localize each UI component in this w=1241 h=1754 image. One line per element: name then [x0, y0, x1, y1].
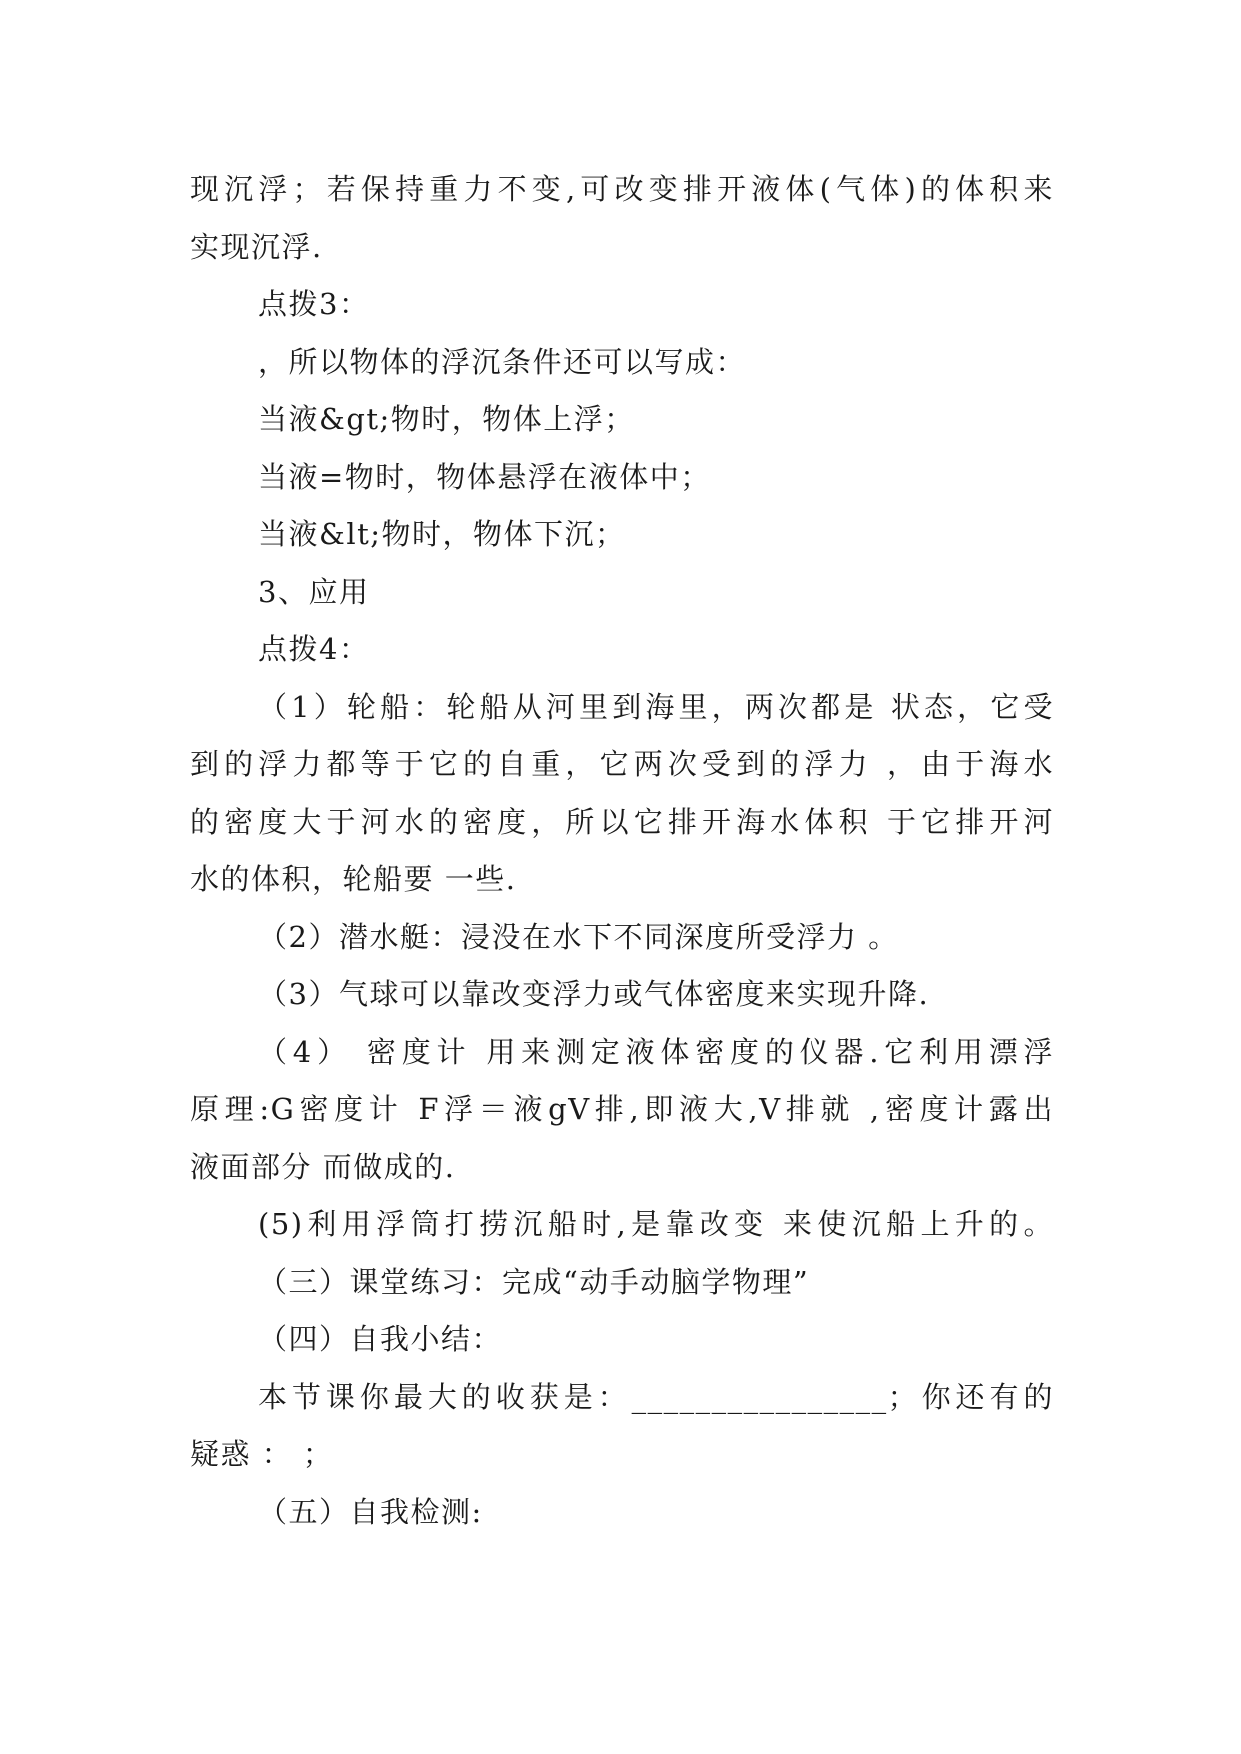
text-line: （五）自我检测:: [258, 1494, 483, 1529]
body-text: [190, 161, 1054, 1541]
text-line: （1）轮船：轮船从河里到海里，两次都是 状态，它受: [258, 689, 1054, 724]
text-line: 原理:G密度计 F浮＝液gV排,即液大,V排就 ,密度计露出: [190, 1092, 1054, 1126]
text-line: 水的体积，轮船要 一些.: [190, 862, 517, 896]
text-line: （四）自我小结：: [258, 1322, 503, 1356]
text-line: （4） 密度计 用来测定液体密度的仪器.它利用漂浮: [258, 1034, 1054, 1069]
text-line: 当液=物时，物体悬浮在液体中；: [258, 459, 711, 494]
text-line: 液面部分 而做成的.: [190, 1149, 456, 1184]
text-line: ，所以物体的浮沉条件还可以写成：: [258, 344, 747, 379]
text-line: (5)利用浮筒打捞沉船时,是靠改变 来使沉船上升的。: [258, 1207, 1054, 1241]
text-line: 到的浮力都等于它的自重，它两次受到的浮力 ，由于海水: [190, 747, 1054, 781]
text-line: 现沉浮；若保持重力不变,可改变排开液体(气体)的体积来: [190, 172, 1054, 206]
text-line: （3）气球可以靠改变浮力或气体密度来实现升降.: [258, 977, 930, 1011]
text-line: 3、应用: [258, 574, 370, 609]
text-line: 疑惑 ： ；: [190, 1437, 334, 1471]
text-line: 当液&lt;物时，物体下沉；: [258, 517, 626, 551]
text-line: 点拨3：: [258, 287, 370, 321]
text-line: 的密度大于河水的密度，所以它排开海水体积 于它排开河: [190, 804, 1054, 839]
text-line: 点拨4：: [258, 632, 370, 666]
text-line: 本节课你最大的收获是：________________；你还有的: [258, 1379, 1054, 1414]
text-line: 实现沉浮.: [190, 229, 323, 264]
text-line: （2）潜水艇：浸没在水下不同深度所受浮力 。: [258, 919, 899, 954]
text-line: （三）课堂练习：完成“动手动脑学物理”: [258, 1264, 810, 1299]
text-line: 当液&gt;物时，物体上浮；: [258, 402, 635, 436]
